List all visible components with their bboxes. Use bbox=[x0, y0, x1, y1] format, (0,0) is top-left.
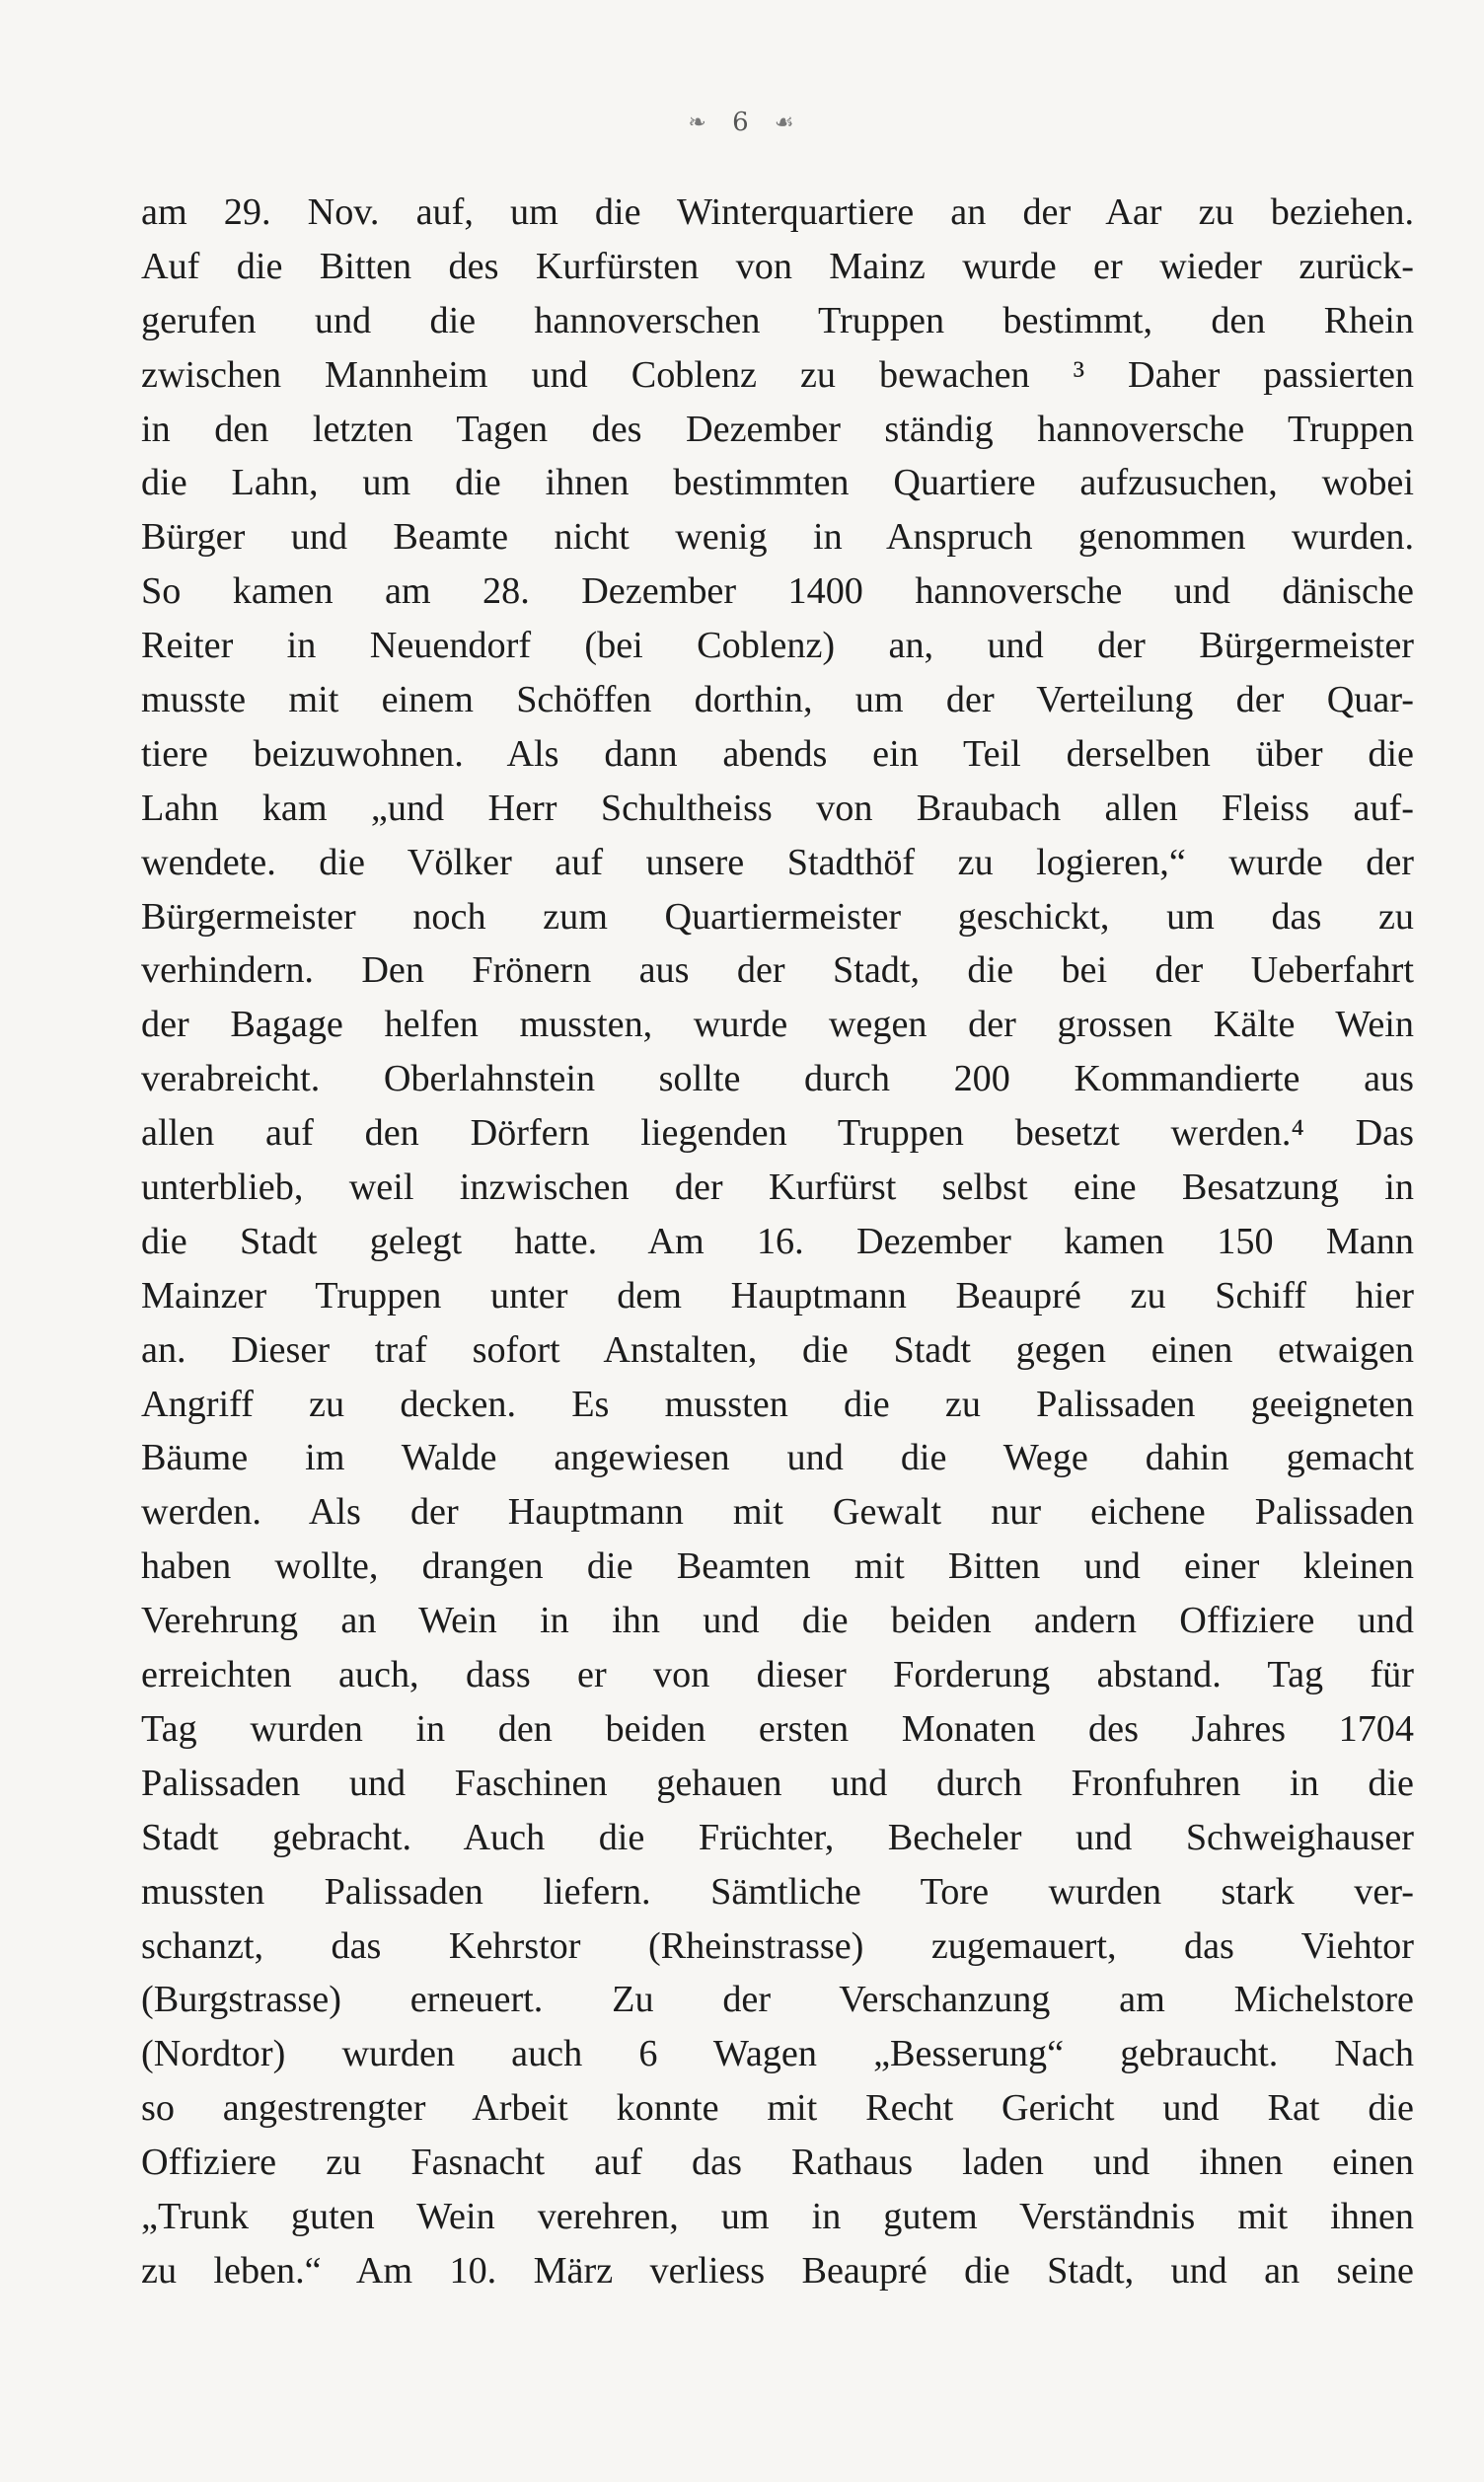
text-line: Mainzer Truppen unter dem Hauptmann Beaupré zu Schiff hier bbox=[141, 1274, 1414, 1316]
text-line: schanzt, das Kehrstor (Rheinstrasse) zugemauert, das Viehtor bbox=[141, 1924, 1414, 1967]
text-line: allen auf den Dörfern liegenden Truppen besetzt werden.⁴ Das bbox=[141, 1112, 1414, 1155]
text-line: Offiziere zu Fasnacht auf das Rathaus laden und ihnen einen bbox=[141, 2142, 1414, 2184]
text-line: werden. Als der Hauptmann mit Gewalt nur eichene Palissaden bbox=[141, 1491, 1414, 1534]
text-line: Palissaden und Faschinen gehauen und durch Fronfuhren in die bbox=[141, 1762, 1414, 1804]
text-line: Tag wurden in den beiden ersten Monaten des Jahres 1704 bbox=[141, 1707, 1414, 1750]
text-line: in den letzten Tagen des Dezember ständig hannoversche Truppen bbox=[141, 408, 1414, 450]
text-line: der Bagage helfen mussten, wurde wegen der grossen Kälte Wein bbox=[141, 1004, 1414, 1046]
text-line: verhindern. Den Frönern aus der Stadt, die bei der Ueberfahrt bbox=[141, 949, 1414, 992]
text-line: Angriff zu decken. Es mussten die zu Palissaden geeigneten bbox=[141, 1383, 1414, 1425]
page-number: 6 bbox=[732, 108, 751, 137]
text-line: die Lahn, um die ihnen bestimmten Quartiere aufzusuchen, wobei bbox=[141, 462, 1414, 504]
text-line: verabreicht. Oberlahnstein sollte durch 200 Kommandierte aus bbox=[141, 1058, 1414, 1100]
text-line: Bürger und Beamte nicht wenig in Anspruch genommen wurden. bbox=[141, 516, 1414, 559]
text-line: (Burgstrasse) erneuert. Zu der Verschanzung am Michelstore bbox=[141, 1979, 1414, 2021]
text-line: Bürgermeister noch zum Quartiermeister geschickt, um das zu bbox=[141, 895, 1414, 938]
text-line: an. Dieser traf sofort Anstalten, die Stadt gegen einen etwaigen bbox=[141, 1328, 1414, 1371]
text-line: tiere beizuwohnen. Als dann abends ein Teil derselben über die bbox=[141, 732, 1414, 775]
text-line: zu leben.“ Am 10. März verliess Beaupré die Stadt, und an seine bbox=[141, 2249, 1414, 2292]
text-line: (Nordtor) wurden auch 6 Wagen „Besserung“ gebraucht. Nach bbox=[141, 2033, 1414, 2075]
text-line: unterblieb, weil inzwischen der Kurfürst selbst eine Besatzung in bbox=[141, 1166, 1414, 1209]
ornament-left-icon: ❧ bbox=[688, 110, 708, 135]
body-text bbox=[141, 186, 1414, 2298]
text-line: so angestrengter Arbeit konnte mit Recht Gericht und Rat die bbox=[141, 2087, 1414, 2130]
ornament-right-icon: ☙ bbox=[774, 110, 796, 135]
text-line: zwischen Mannheim und Coblenz zu bewachen ³ Daher passierten bbox=[141, 353, 1414, 396]
text-line: wendete. die Völker auf unsere Stadthöf zu logieren,“ wurde der bbox=[141, 841, 1414, 883]
text-line: So kamen am 28. Dezember 1400 hannoversche und dänische bbox=[141, 570, 1414, 613]
text-line: am 29. Nov. auf, um die Winterquartiere an der Aar zu beziehen. bbox=[141, 191, 1414, 233]
text-line: Lahn kam „und Herr Schultheiss von Braubach allen Fleiss auf- bbox=[141, 787, 1414, 829]
text-line: mussten Palissaden liefern. Sämtliche Tore wurden stark ver- bbox=[141, 1870, 1414, 1913]
text-line: erreichten auch, dass er von dieser Forderung abstand. Tag für bbox=[141, 1654, 1414, 1696]
text-line: Reiter in Neuendorf (bei Coblenz) an, und der Bürgermeister bbox=[141, 625, 1414, 667]
page-header bbox=[0, 107, 1484, 137]
text-line: die Stadt gelegt hatte. Am 16. Dezember kamen 150 Mann bbox=[141, 1220, 1414, 1262]
text-line: gerufen und die hannoverschen Truppen bestimmt, den Rhein bbox=[141, 299, 1414, 341]
text-line: Stadt gebracht. Auch die Früchter, Becheler und Schweighauser bbox=[141, 1816, 1414, 1858]
text-line: Verehrung an Wein in ihn und die beiden andern Offiziere und bbox=[141, 1600, 1414, 1642]
text-line: Bäume im Walde angewiesen und die Wege dahin gemacht bbox=[141, 1437, 1414, 1479]
text-line: musste mit einem Schöffen dorthin, um der Verteilung der Quar- bbox=[141, 679, 1414, 721]
text-line: „Trunk guten Wein verehren, um in gutem Verständnis mit ihnen bbox=[141, 2195, 1414, 2237]
text-line: haben wollte, drangen die Beamten mit Bitten und einer kleinen bbox=[141, 1545, 1414, 1588]
text-line: Auf die Bitten des Kurfürsten von Mainz wurde er wieder zurück- bbox=[141, 245, 1414, 287]
